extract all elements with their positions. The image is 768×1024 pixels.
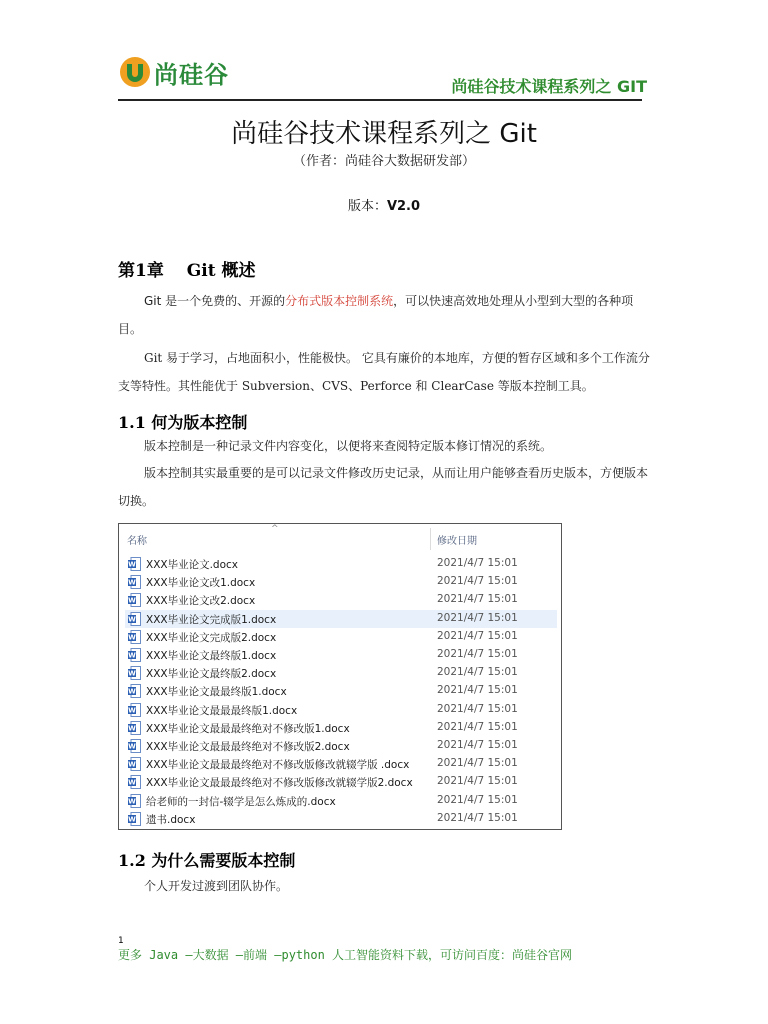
svg-text:W: W <box>128 615 136 624</box>
file-row[interactable] <box>125 610 557 628</box>
section-1-1-heading: 1.1 何为版本控制 <box>118 413 248 432</box>
svg-text:W: W <box>128 742 136 751</box>
svg-text:W: W <box>128 815 136 824</box>
section-1-1-paragraph-2: 版本控制其实最重要的是可以记录文件修改历史记录，从而让用户能够查看历史版本，方便版本切换。 <box>118 466 649 508</box>
file-row[interactable] <box>125 701 557 719</box>
document-title: 尚硅谷技术课程系列之 Git <box>231 119 537 149</box>
paragraph-text: ，可以快速高效地处理从小型到大型的各种项目。 <box>118 294 634 336</box>
file-name: XXX毕业论文最最最终绝对不修改版修改就辍学版2.docx <box>146 777 413 790</box>
file-row[interactable] <box>125 555 557 573</box>
word-document-icon <box>128 666 141 680</box>
version-value: V2.0 <box>386 199 421 214</box>
svg-text:W: W <box>128 687 136 696</box>
svg-text:W: W <box>128 724 136 733</box>
chapter-1-paragraph-1 <box>118 287 650 343</box>
file-row[interactable] <box>125 792 557 810</box>
file-name: XXX毕业论文最最终版1.docx <box>146 686 287 699</box>
word-document-icon <box>128 612 141 626</box>
file-row[interactable] <box>125 628 557 646</box>
document-author: （作者：尚硅谷大数据研发部） <box>292 154 475 169</box>
word-document-icon <box>128 739 141 753</box>
highlight-text: 分布式版本控制系统 <box>285 294 394 308</box>
file-row[interactable] <box>125 755 557 773</box>
file-row[interactable] <box>125 737 557 755</box>
file-name: XXX毕业论文.docx <box>146 559 238 571</box>
word-document-icon <box>128 812 141 826</box>
svg-text:W: W <box>128 596 136 605</box>
file-modified-date: 2021/4/7 15:01 <box>437 811 518 824</box>
file-row[interactable] <box>125 810 557 828</box>
section-1-1-paragraph-1: 版本控制是一种记录文件内容变化，以便将来查阅特定版本修订情况的系统。 <box>144 439 553 453</box>
file-name: XXX毕业论文完成版1.docx <box>146 613 277 626</box>
file-name: XXX毕业论文最最最终绝对不修改版1.docx <box>146 722 350 735</box>
file-row[interactable] <box>125 664 557 682</box>
file-name: XXX毕业论文改2.docx <box>146 595 256 608</box>
footer-text: 更多 Java –大数据 –前端 –python 人工智能资料下载，可访问百度：尚硅谷官网 <box>118 948 573 962</box>
file-row[interactable] <box>125 682 557 700</box>
file-modified-date: 2021/4/7 15:01 <box>437 793 518 806</box>
svg-text:W: W <box>128 778 136 787</box>
word-document-icon <box>128 794 141 808</box>
version-label: 版本： <box>347 199 387 214</box>
column-header-date[interactable]: 修改日期 <box>437 536 477 547</box>
file-row[interactable] <box>125 591 557 609</box>
svg-text:W: W <box>128 797 136 806</box>
file-row[interactable] <box>125 573 557 591</box>
file-modified-date: 2021/4/7 15:01 <box>437 648 518 660</box>
file-name: 遗书.docx <box>146 813 196 826</box>
file-row[interactable] <box>125 773 557 791</box>
word-document-icon <box>128 557 141 571</box>
word-document-icon <box>128 684 141 698</box>
file-modified-date: 2021/4/7 15:01 <box>437 775 518 788</box>
sort-indicator-icon: ^ <box>271 524 279 534</box>
header-rule <box>118 99 642 101</box>
word-document-icon <box>128 775 141 789</box>
file-row[interactable] <box>125 719 557 737</box>
logo-icon <box>118 55 152 89</box>
logo-brand-text: 尚硅谷 <box>154 60 229 89</box>
section-1-2-heading: 1.2 为什么需要版本控制 <box>118 851 296 870</box>
chapter-1-heading: 第1章 Git 概述 <box>118 261 256 281</box>
svg-text:W: W <box>128 578 136 587</box>
file-modified-date: 2021/4/7 15:01 <box>437 593 518 606</box>
word-document-icon <box>128 630 141 644</box>
word-document-icon <box>128 703 141 717</box>
svg-text:W: W <box>128 633 136 642</box>
column-header-name[interactable]: 名称 <box>127 536 147 547</box>
file-name: XXX毕业论文完成版2.docx <box>146 631 277 644</box>
svg-text:W: W <box>128 669 136 678</box>
file-name: 给老师的一封信-辍学是怎么炼成的.docx <box>146 795 336 808</box>
svg-text:W: W <box>128 651 136 660</box>
file-list-screenshot <box>118 523 562 830</box>
word-document-icon <box>128 575 141 589</box>
svg-text:W: W <box>128 760 136 769</box>
logo <box>118 52 248 92</box>
file-modified-date: 2021/4/7 15:01 <box>437 702 518 715</box>
word-document-icon <box>128 593 141 607</box>
svg-text:W: W <box>128 560 136 569</box>
header-series-title: 尚硅谷技术课程系列之 GIT <box>451 77 647 96</box>
file-name: XXX毕业论文最最最终绝对不修改版修改就辍学版 .docx <box>146 759 410 772</box>
column-separator <box>430 528 431 550</box>
file-modified-date: 2021/4/7 15:01 <box>437 629 518 642</box>
file-modified-date: 2021/4/7 15:01 <box>437 757 518 770</box>
file-modified-date: 2021/4/7 15:01 <box>437 684 518 697</box>
file-name: XXX毕业论文最终版1.docx <box>146 650 277 662</box>
paragraph-text: Git 是一个免费的、开源的 <box>144 294 286 308</box>
file-name: XXX毕业论文最终版2.docx <box>146 668 277 681</box>
file-row[interactable] <box>125 646 557 664</box>
file-modified-date: 2021/4/7 15:01 <box>437 666 518 679</box>
chapter-1-paragraph-2: Git 易于学习，占地面积小，性能极快。 它具有廉价的本地库，方便的暂存区域和多个工作流分支等特性。其性能优于 Subversion、CVS、Perforce 和 ClearCase 等版本控制工具。 <box>118 351 650 393</box>
word-document-icon <box>128 757 141 771</box>
file-name: XXX毕业论文改1.docx <box>146 577 256 590</box>
file-name: XXX毕业论文最最最终绝对不修改版2.docx <box>146 741 350 753</box>
file-modified-date: 2021/4/7 15:01 <box>437 557 518 569</box>
page-number: 1 <box>118 936 124 946</box>
file-modified-date: 2021/4/7 15:01 <box>437 720 518 733</box>
word-document-icon <box>128 721 141 735</box>
file-modified-date: 2021/4/7 15:01 <box>437 739 518 751</box>
word-document-icon <box>128 648 141 662</box>
svg-text:W: W <box>128 706 136 715</box>
file-modified-date: 2021/4/7 15:01 <box>437 611 518 624</box>
document-version <box>0 195 768 214</box>
section-1-2-paragraph-1: 个人开发过渡到团队协作。 <box>144 879 289 893</box>
file-name: XXX毕业论文最最最终版1.docx <box>146 704 298 717</box>
file-modified-date: 2021/4/7 15:01 <box>437 575 518 588</box>
